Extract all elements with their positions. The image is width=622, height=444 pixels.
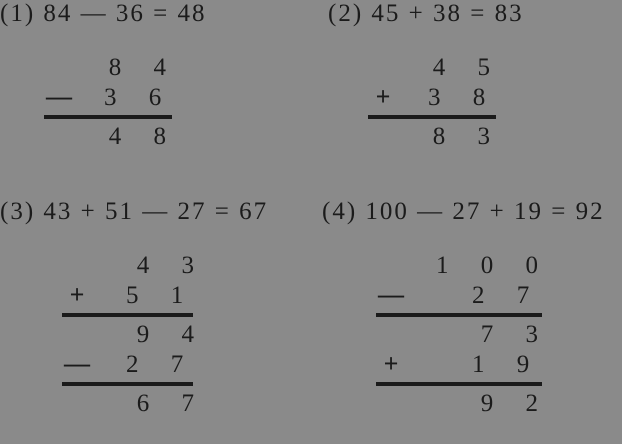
problem-3	[0, 198, 268, 226]
problem-4-rule-1	[376, 313, 542, 317]
problem-2-rule	[368, 115, 496, 119]
problem-4-op-4: +	[383, 349, 399, 378]
problem-2-headline: (2) 45 + 38 = 83	[328, 0, 524, 27]
problem-3-rule-1	[62, 313, 193, 317]
problem-4-headline: (4) 100 — 27 + 19 = 92	[322, 198, 605, 225]
problem-1-rule	[44, 115, 172, 119]
problem-1	[0, 0, 207, 28]
problem-3-digits-2: 5 1	[126, 282, 197, 309]
problem-1-row-3	[44, 121, 179, 151]
problem-3-digits-3: 9 4	[136, 321, 207, 348]
problem-3-row-5	[62, 388, 207, 418]
problem-3-row-4	[62, 349, 207, 379]
problem-2-row-2	[368, 82, 503, 112]
problem-3-headline: (3) 43 + 51 — 27 = 67	[0, 198, 269, 225]
problem-4-digits-1: 1 0 0	[436, 252, 551, 279]
problem-3-digits-1: 4 3	[136, 252, 207, 279]
problem-4-digits-4: 1 9	[472, 351, 543, 378]
problem-4-row-4	[376, 349, 551, 379]
problem-3-row-1	[62, 250, 207, 280]
problem-2-row-1	[368, 52, 503, 82]
problem-4-row-3	[376, 319, 551, 349]
problem-4-row-5	[376, 388, 551, 418]
problem-2-digits-1: 4 5	[432, 54, 503, 81]
problem-2-digits-2: 3 8	[428, 84, 499, 111]
problem-3-op-2: +	[69, 280, 85, 309]
problem-2-column-work	[368, 52, 503, 151]
problem-3-column-work	[62, 250, 207, 418]
problem-3-row-3	[62, 319, 207, 349]
problem-3-op-4: —	[64, 349, 90, 378]
problem-1-row-1	[44, 52, 179, 82]
problem-1-headline: (1) 84 — 36 = 48	[0, 0, 207, 27]
problem-2-op-2: +	[375, 82, 391, 111]
problem-2	[328, 0, 524, 28]
problem-3-digits-5: 6 7	[136, 390, 207, 417]
problem-2-digits-3: 8 3	[432, 123, 503, 150]
problem-4-digits-2: 2 7	[472, 282, 543, 309]
problem-3-digits-4: 2 7	[126, 351, 197, 378]
problem-4-row-2	[376, 280, 551, 310]
problem-4-digits-3: 7 3	[480, 321, 551, 348]
problem-4-rule-2	[376, 382, 542, 386]
problem-4-op-2: —	[378, 280, 404, 309]
problem-4-column-work	[376, 250, 551, 418]
problem-1-op-2: —	[46, 82, 72, 111]
problem-3-rule-2	[62, 382, 193, 386]
problem-2-row-3	[368, 121, 503, 151]
problem-1-digits-2: 3 6	[104, 84, 175, 111]
problem-4-digits-5: 9 2	[480, 390, 551, 417]
problem-1-column-work	[44, 52, 179, 151]
problem-4-row-1	[376, 250, 551, 280]
problem-1-row-2	[44, 82, 179, 112]
problem-1-digits-3: 4 8	[108, 123, 179, 150]
problem-4	[322, 198, 605, 226]
problem-1-digits-1: 8 4	[108, 54, 179, 81]
problem-3-row-2	[62, 280, 207, 310]
